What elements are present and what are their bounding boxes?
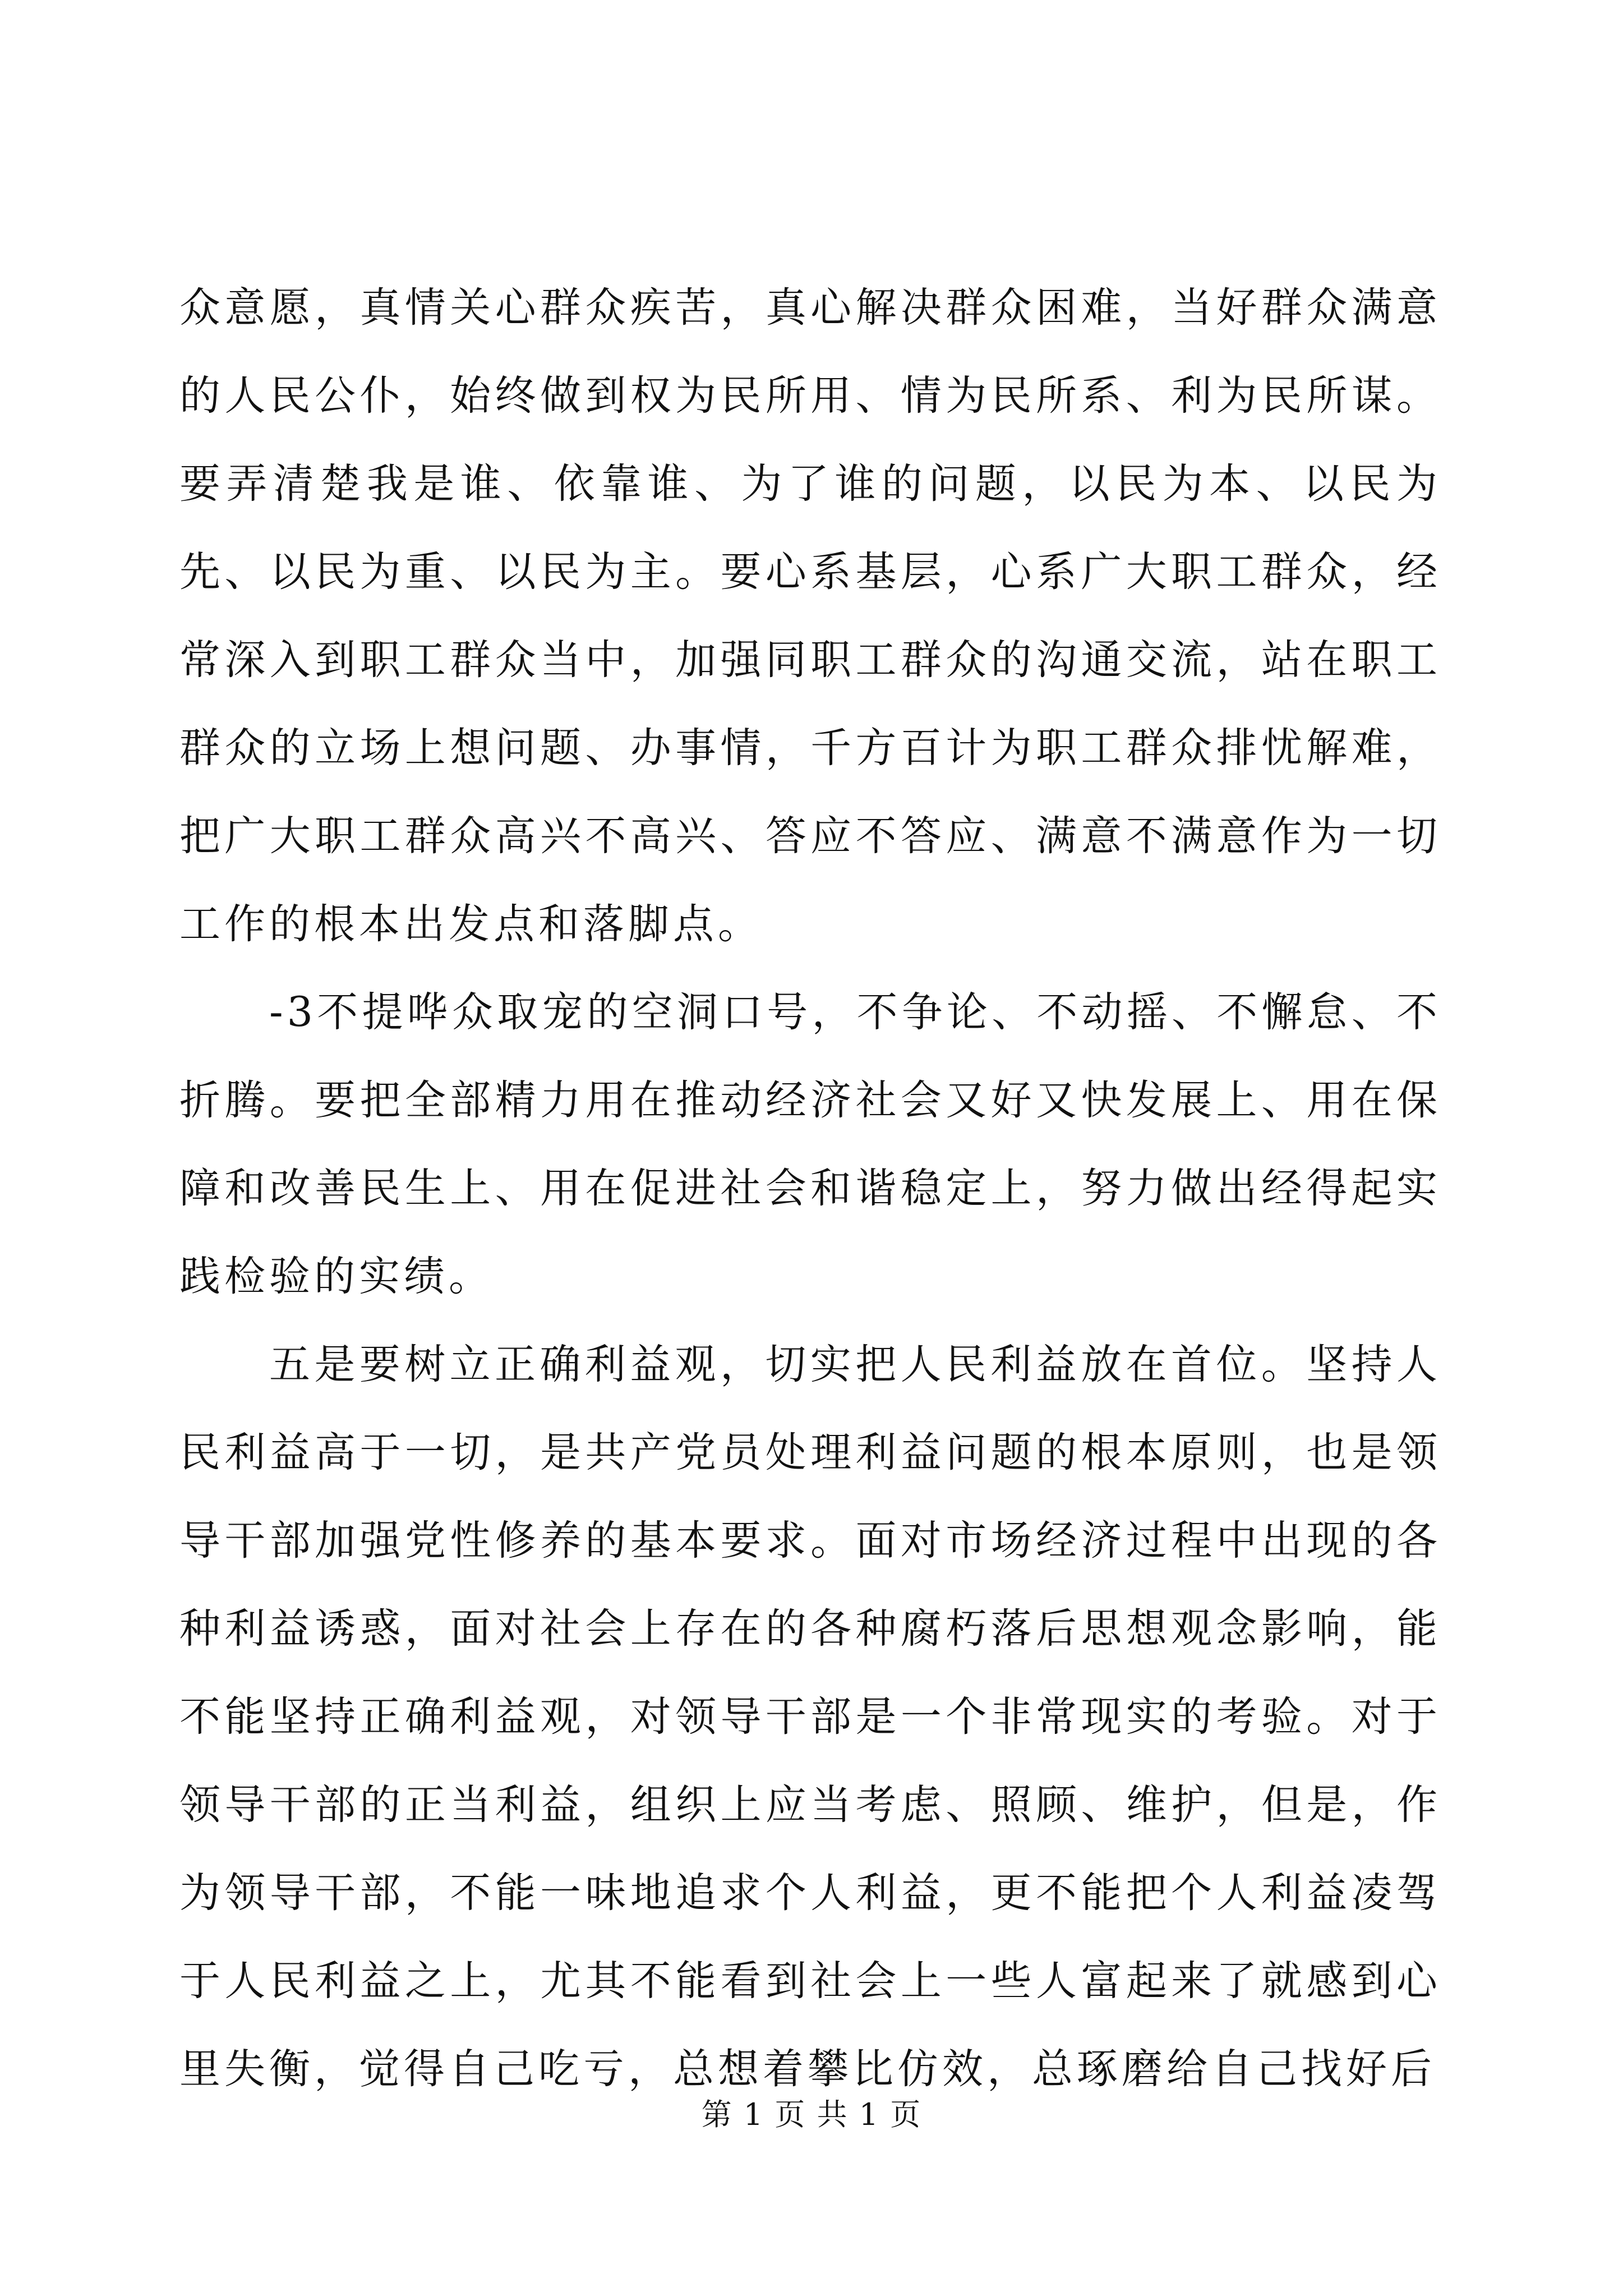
paragraph-1: 众意愿，真情关心群众疾苦，真心解决群众困难，当好群众满意的人民公仆，始终做到权为民所用、情为民所系、利为民所谋。要弄清楚我是谁、依靠谁、为了谁的问题，以民为本、以民为先、以民为重、以民为主。要心系基层，心系广大职工群众，经常深入到职工群众当中，加强同职工群众的沟通交流，站在职工群众的立场上想问题、办事情，千方百计为职工群众排忧解难，把广大职工群众高兴不高兴、答应不答应、满意不满意作为一切工作的根本出发点和落脚点。 [179,284,1441,948]
document-body [179,264,1441,2113]
page-number-label: 第 1 页 共 1 页 [701,2097,922,2132]
page-footer [0,2095,1623,2134]
paragraph-3: 五是要树立正确利益观，切实把人民利益放在首位。坚持人民利益高于一切，是共产党员处理利益问题的根本原则，也是领导干部加强党性修养的基本要求。面对市场经济过程中出现的各种利益诱惑，面对社会上存在的各种腐朽落后思想观念影响，能不能坚持正确利益观，对领导干部是一个非常现实的考验。对于领导干部的正当利益，组织上应当考虑、照顾、维护，但是，作为领导干部，不能一味地追求个人利益，更不能把个人利益凌驾于人民利益之上，尤其不能看到社会上一些人富起来了就感到心里失衡，觉得自己吃亏，总想着攀比仿效，总琢磨给自己找好后 [179,1341,1441,2093]
paragraph-2: -3不提哗众取宠的空洞口号，不争论、不动摇、不懈怠、不折腾。要把全部精力用在推动经济社会又好又快发展上、用在保障和改善民生上、用在促进社会和谐稳定上，努力做出经得起实践检验的实绩。 [179,988,1441,1300]
